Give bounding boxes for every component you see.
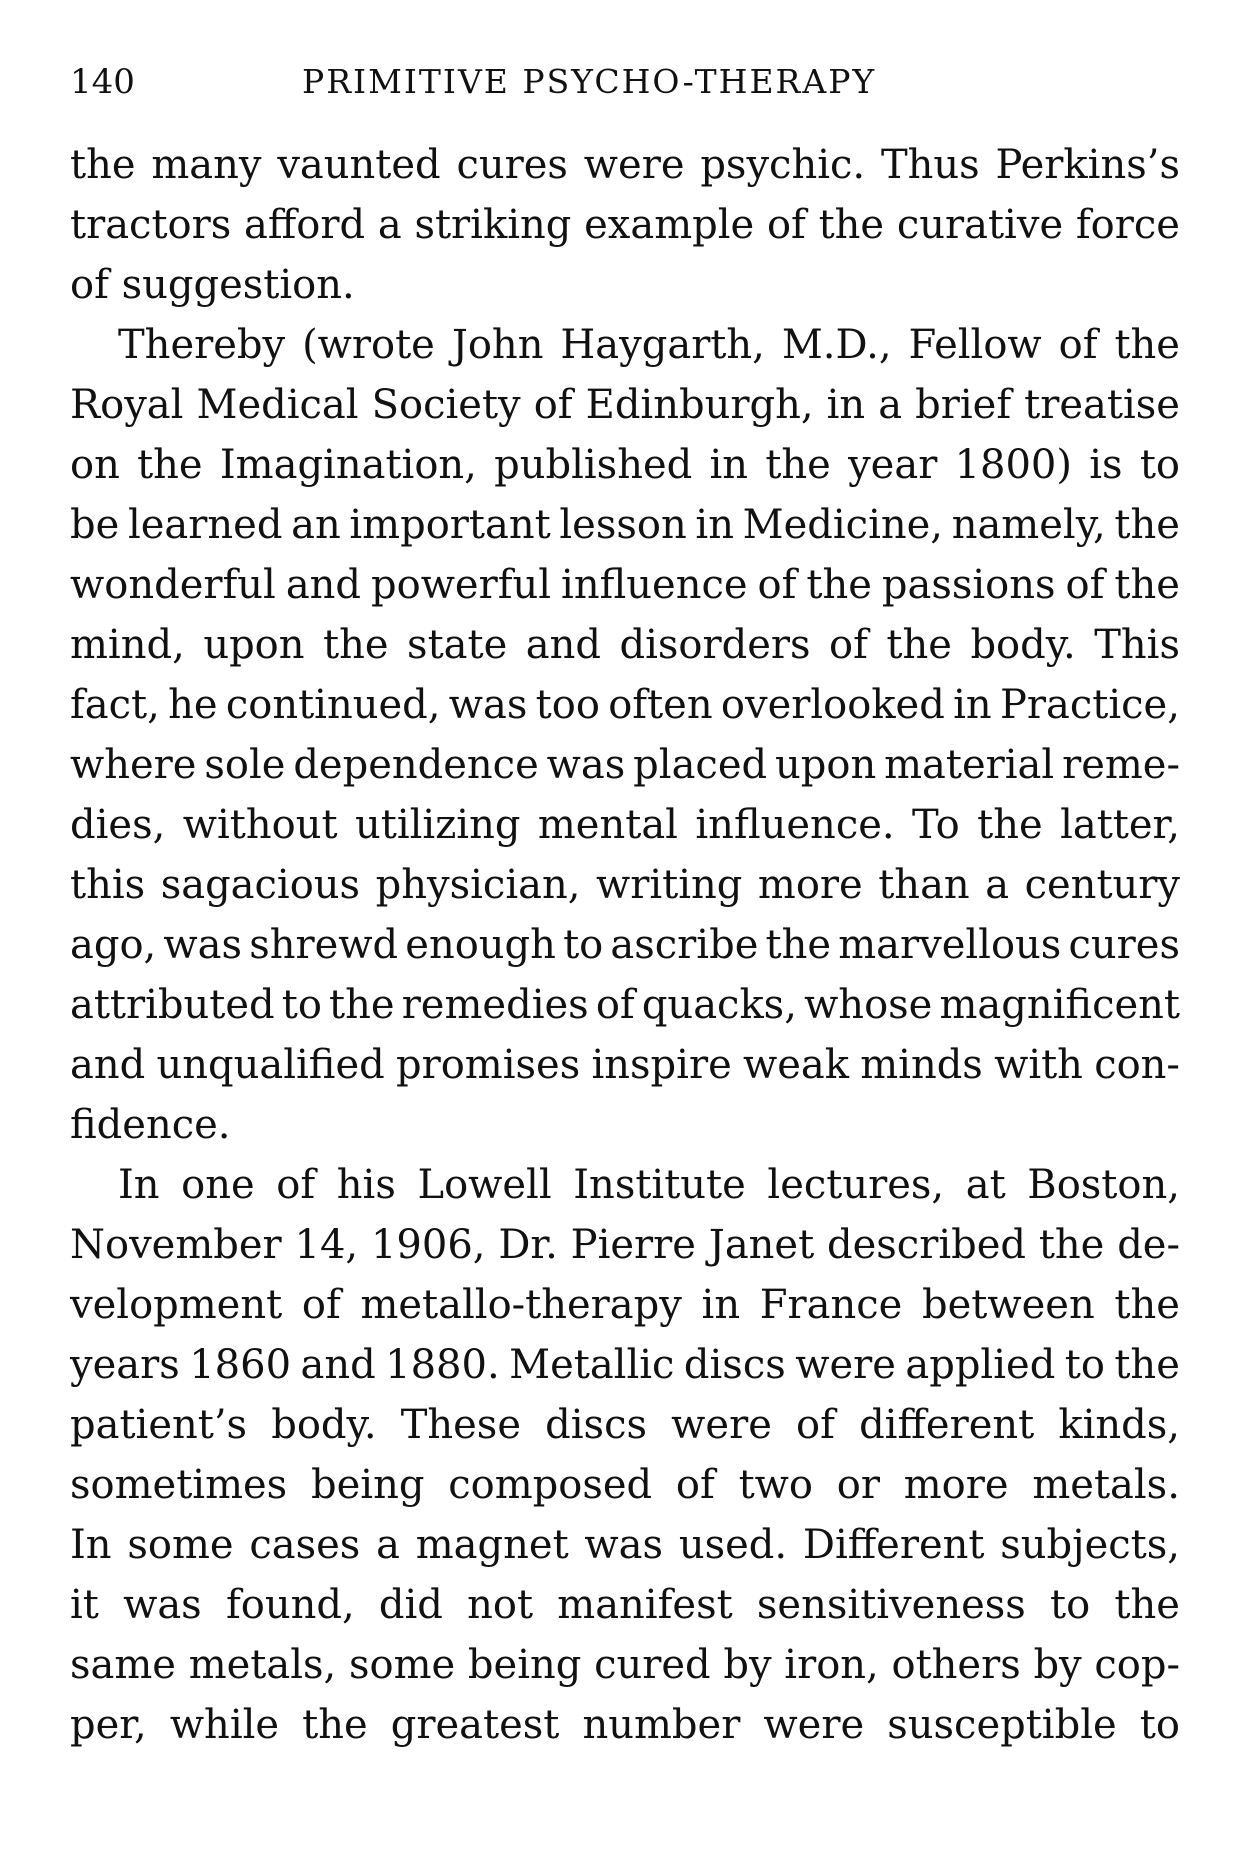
page-number: 140 <box>70 62 135 102</box>
word: and <box>300 1342 376 1388</box>
word: different <box>859 1402 1035 1448</box>
word: Medicine, <box>742 502 944 548</box>
word: composed <box>448 1462 653 1508</box>
word: he <box>168 682 218 728</box>
word: Haygarth, <box>560 322 765 368</box>
word: of <box>796 1402 835 1448</box>
word: continued, <box>225 682 441 728</box>
word: the <box>818 202 885 248</box>
word: overlooked <box>720 682 945 728</box>
word: influence. <box>695 802 895 848</box>
text-line <box>70 375 1180 435</box>
word: by <box>723 1642 772 1688</box>
text-line <box>70 615 1180 675</box>
word: attributed <box>70 982 275 1028</box>
word: 1800) <box>954 442 1072 488</box>
word: velopment <box>70 1282 283 1328</box>
word: In <box>70 1522 112 1568</box>
word: without <box>182 802 338 848</box>
word: many <box>151 142 262 188</box>
word: the <box>329 982 395 1028</box>
paragraph-1 <box>70 135 1180 315</box>
word: were <box>795 1342 896 1388</box>
word: sole <box>204 742 286 788</box>
word: the <box>977 802 1043 848</box>
word: psychic. <box>700 142 866 188</box>
paragraph-3 <box>70 1155 1180 1755</box>
word: 1906, <box>370 1222 486 1268</box>
word: metals. <box>1032 1462 1180 1508</box>
word: 1880. <box>385 1342 500 1388</box>
text-line <box>70 1575 1180 1635</box>
text-line <box>70 1515 1180 1575</box>
text-line <box>70 975 1180 1035</box>
word: and <box>525 622 601 668</box>
word: upon <box>775 742 877 788</box>
text-line <box>70 315 1180 375</box>
word: sometimes <box>70 1462 288 1508</box>
word: in <box>826 382 866 428</box>
word: at <box>965 1162 1006 1208</box>
word: the <box>323 622 389 668</box>
word: patient’s <box>70 1402 248 1448</box>
word: was <box>448 682 528 728</box>
word: the <box>1114 1342 1180 1388</box>
word: the <box>1038 1222 1105 1268</box>
word: published <box>494 442 693 488</box>
word: of <box>757 562 797 608</box>
word: the <box>1114 322 1180 368</box>
text-line <box>70 555 1180 615</box>
text-line <box>70 1395 1180 1455</box>
word: de- <box>1117 1222 1180 1268</box>
word: cop- <box>1094 1642 1180 1688</box>
word: one <box>181 1162 255 1208</box>
word: quacks, <box>641 982 797 1028</box>
word: the <box>765 442 831 488</box>
word: France <box>759 1282 903 1328</box>
word: susceptible <box>887 1702 1117 1748</box>
word: Different <box>802 1522 985 1568</box>
text-line <box>70 255 1180 315</box>
word: an <box>291 502 341 548</box>
word: Metallic <box>509 1342 675 1388</box>
word: the <box>1114 502 1180 548</box>
text-line <box>70 1095 1180 1155</box>
word: used. <box>678 1522 788 1568</box>
text-line <box>70 1455 1180 1515</box>
word: more <box>903 1462 1009 1508</box>
word: of <box>1058 322 1098 368</box>
word: the <box>1114 562 1180 608</box>
word: in <box>701 1282 741 1328</box>
word: cured <box>594 1642 711 1688</box>
word: inspire <box>591 1042 732 1088</box>
word: the <box>137 442 203 488</box>
word: Medical <box>196 382 359 428</box>
word: was <box>546 742 626 788</box>
word: namely, <box>951 502 1106 548</box>
word: the <box>1114 1282 1180 1328</box>
word: whose <box>804 982 933 1028</box>
text-line <box>70 135 1180 195</box>
word: important <box>349 502 551 548</box>
word: passions <box>881 562 1056 608</box>
word: in <box>709 442 749 488</box>
word: writing <box>595 862 743 908</box>
word: remedies <box>401 982 589 1028</box>
word: tractors <box>70 202 232 248</box>
word: dies, <box>70 802 166 848</box>
text-line <box>70 195 1180 255</box>
word: the <box>1114 1582 1180 1628</box>
word: These <box>400 1402 521 1448</box>
text-line <box>70 735 1180 795</box>
word: was <box>163 922 243 968</box>
word: Lowell <box>417 1162 552 1208</box>
text-line <box>70 1215 1180 1275</box>
word: was <box>123 1582 202 1628</box>
word: To <box>912 802 960 848</box>
word: dependence <box>293 742 539 788</box>
word: the <box>302 1702 368 1748</box>
word: or <box>836 1462 880 1508</box>
word: Dr. <box>498 1222 558 1268</box>
word: while <box>169 1702 280 1748</box>
word: of <box>276 1162 316 1208</box>
word: fact, <box>70 682 160 728</box>
word: vaunted <box>277 142 441 188</box>
word: Edinburgh, <box>585 382 814 428</box>
word: treatise <box>1024 382 1180 428</box>
word: enough <box>405 922 556 968</box>
word: 14, <box>294 1222 359 1268</box>
word: disorders <box>619 622 811 668</box>
text-line <box>70 915 1180 975</box>
word: a <box>878 382 903 428</box>
word: ago, <box>70 922 157 968</box>
word: by <box>1033 1642 1082 1688</box>
text-line <box>70 1635 1180 1695</box>
paragraph-2 <box>70 315 1180 1155</box>
word: with <box>994 1042 1083 1088</box>
word: than <box>878 862 970 908</box>
word: promises <box>395 1042 581 1088</box>
word: where <box>70 742 197 788</box>
word: often <box>608 682 713 728</box>
word: utilizing <box>354 802 521 848</box>
word: were <box>671 1402 772 1448</box>
word: magnificent <box>939 982 1180 1028</box>
word: lectures, <box>767 1162 945 1208</box>
word: subjects, <box>1000 1522 1180 1568</box>
text-line <box>70 1275 1180 1335</box>
word: powerful <box>371 562 552 608</box>
word: to <box>281 982 322 1028</box>
text-line <box>70 495 1180 555</box>
word: this <box>70 862 146 908</box>
word: of <box>829 622 868 668</box>
word: November <box>70 1222 282 1268</box>
word: Pierre <box>570 1222 696 1268</box>
word: Janet <box>708 1222 815 1268</box>
page-header <box>70 62 1185 122</box>
word: Boston, <box>1027 1162 1180 1208</box>
word: were <box>583 142 685 188</box>
word: a <box>377 202 402 248</box>
word: of <box>595 982 635 1028</box>
word: latter, <box>1060 802 1180 848</box>
word: placed <box>633 742 768 788</box>
word: Institute <box>573 1162 746 1208</box>
word: state <box>407 622 508 668</box>
word: magnet <box>415 1522 569 1568</box>
word: material <box>884 742 1055 788</box>
word: his <box>336 1162 396 1208</box>
word: con- <box>1094 1042 1180 1088</box>
word: Royal <box>70 382 184 428</box>
word: same <box>70 1642 176 1688</box>
word: to <box>563 922 604 968</box>
word: being <box>311 1462 425 1508</box>
word: the <box>806 562 872 608</box>
word: upon <box>203 622 305 668</box>
word: cases <box>249 1522 361 1568</box>
word: reme- <box>1062 742 1180 788</box>
word: Thereby <box>118 322 286 368</box>
word: described <box>827 1222 1027 1268</box>
word: some <box>127 1522 234 1568</box>
word: a <box>376 1522 400 1568</box>
word: in <box>953 682 992 728</box>
text-line <box>70 1695 1180 1755</box>
word: some <box>348 1642 456 1688</box>
word: Imagination, <box>219 442 477 488</box>
word: John <box>451 322 544 368</box>
word: and <box>285 562 362 608</box>
word: Society <box>371 382 521 428</box>
word: mental <box>537 802 678 848</box>
word: 1860 <box>189 1342 292 1388</box>
word: learned <box>127 502 283 548</box>
word: of <box>1065 562 1105 608</box>
word: on <box>70 442 120 488</box>
word: afford <box>244 202 366 248</box>
text-line <box>70 795 1180 855</box>
word: discs <box>683 1342 786 1388</box>
word: others <box>891 1642 1021 1688</box>
word: to <box>1050 1582 1091 1628</box>
word: the <box>70 142 136 188</box>
word: sagacious <box>160 862 361 908</box>
word: and <box>70 1042 146 1088</box>
word: weak <box>742 1042 849 1088</box>
word: of <box>766 202 806 248</box>
word: to <box>1064 1342 1105 1388</box>
word: to <box>1139 1702 1180 1748</box>
word: iron, <box>784 1642 879 1688</box>
word: minds <box>860 1042 983 1088</box>
text-line <box>70 1035 1180 1095</box>
word: Fellow <box>908 322 1042 368</box>
text-line <box>70 855 1180 915</box>
word: lesson <box>559 502 687 548</box>
word: be <box>70 502 120 548</box>
word: of <box>533 382 573 428</box>
word: was <box>584 1522 664 1568</box>
word: per, <box>70 1702 147 1748</box>
word: In <box>118 1162 160 1208</box>
word: metals, <box>188 1642 337 1688</box>
word: ascribe <box>610 922 759 968</box>
word: unqualified <box>156 1042 385 1088</box>
word: number <box>582 1702 741 1748</box>
word: example <box>584 202 755 248</box>
word: metallo-therapy <box>360 1282 682 1328</box>
word: Thus <box>880 142 980 188</box>
word: kinds, <box>1058 1402 1180 1448</box>
word: of <box>675 1462 715 1508</box>
word: body. <box>271 1402 377 1448</box>
word: to <box>1139 442 1180 488</box>
word: more <box>757 862 863 908</box>
word: found, <box>225 1582 355 1628</box>
word: between <box>922 1282 1095 1328</box>
word: is <box>1089 442 1123 488</box>
line-text: of suggestion. <box>70 262 355 308</box>
word: too <box>535 682 600 728</box>
word: physician, <box>375 862 581 908</box>
word: curative <box>896 202 1064 248</box>
word: M.D., <box>781 322 892 368</box>
word: (wrote <box>302 322 435 368</box>
word: shrewd <box>249 922 399 968</box>
word: influence <box>561 562 748 608</box>
word: two <box>738 1462 813 1508</box>
word: did <box>378 1582 443 1628</box>
word: in <box>695 502 734 548</box>
word: of <box>301 1282 341 1328</box>
word: striking <box>414 202 572 248</box>
word: cures <box>456 142 568 188</box>
word: wonderful <box>70 562 276 608</box>
word: cures <box>1068 922 1180 968</box>
word: being <box>467 1642 582 1688</box>
word: applied <box>905 1342 1056 1388</box>
word: body. <box>970 622 1076 668</box>
body-text <box>70 135 1180 1755</box>
word: not <box>467 1582 534 1628</box>
word: discs <box>545 1402 648 1448</box>
word: the <box>886 622 952 668</box>
text-line <box>70 1155 1180 1215</box>
word: mind, <box>70 622 185 668</box>
word: it <box>70 1582 99 1628</box>
text-line <box>70 435 1180 495</box>
word: brief <box>915 382 1012 428</box>
running-head: PRIMITIVE PSYCHO-THERAPY <box>302 62 877 101</box>
word: This <box>1094 622 1180 668</box>
word: century <box>1024 862 1180 908</box>
word: year <box>848 442 938 488</box>
word: Perkins’s <box>995 142 1180 188</box>
word: marvellous <box>838 922 1062 968</box>
text-line <box>70 675 1180 735</box>
text-line <box>70 1335 1180 1395</box>
word: greatest <box>390 1702 560 1748</box>
word: the <box>765 922 832 968</box>
word: manifest <box>557 1582 733 1628</box>
word: sensitiveness <box>756 1582 1026 1628</box>
word: years <box>70 1342 180 1388</box>
line-text: fidence. <box>70 1102 231 1148</box>
word: Practice, <box>999 682 1180 728</box>
word: were <box>763 1702 865 1748</box>
word: a <box>985 862 1010 908</box>
word: force <box>1075 202 1180 248</box>
